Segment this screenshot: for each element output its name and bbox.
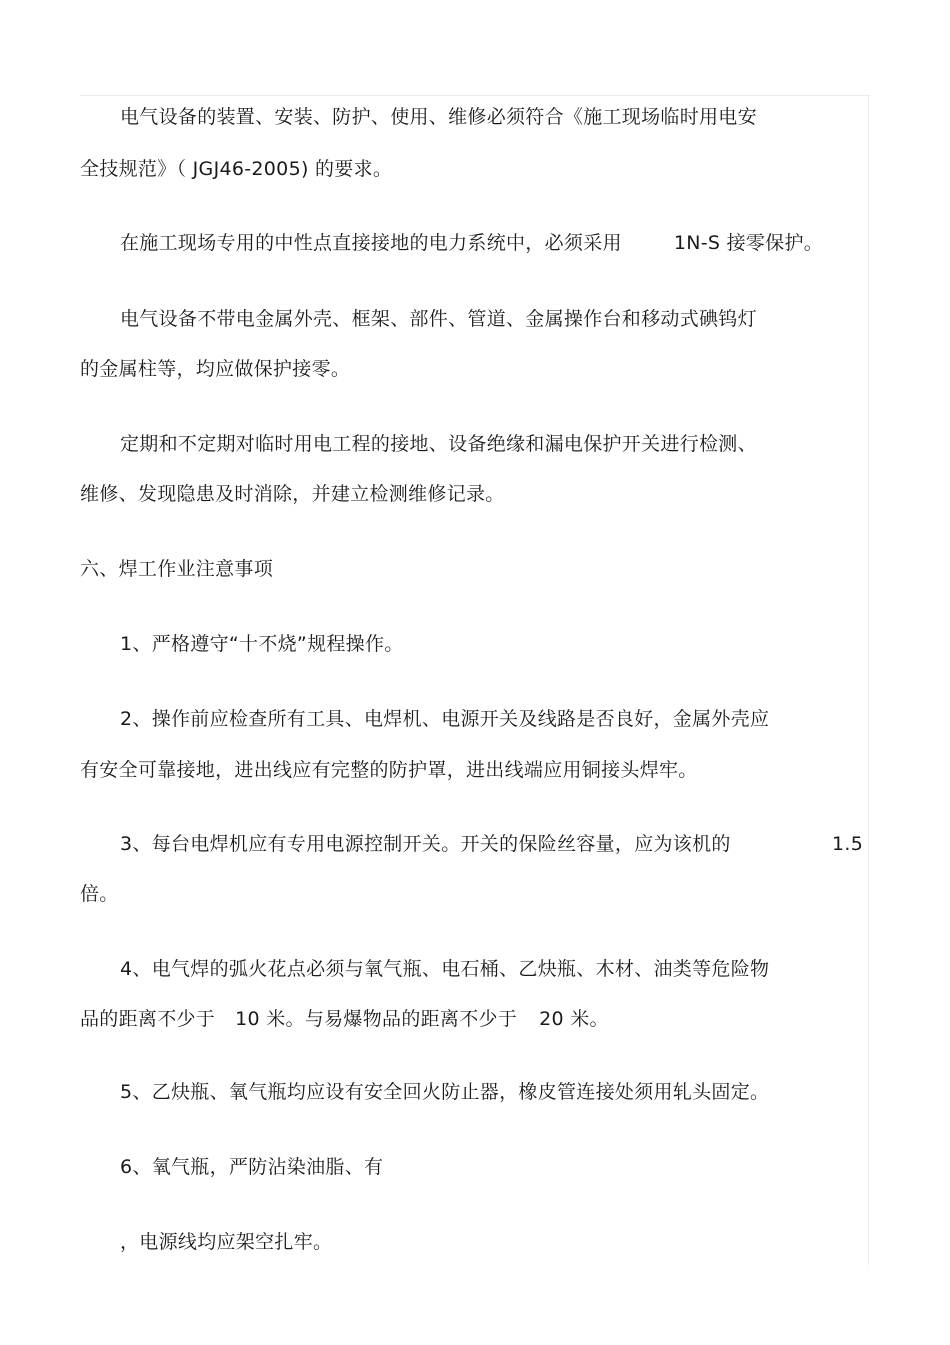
paragraph-3-line-1: 电气设备不带电金属外壳、框架、部件、管道、金属操作台和移动式碘钨灯: [120, 308, 757, 330]
page-frame-right-border: [868, 95, 869, 1265]
paragraph-4-line-1: 定期和不定期对临时用电工程的接地、设备绝缘和漏电保护开关进行检测、: [120, 433, 757, 455]
item-3-line-1: 3、每台电焊机应有专用电源控制开关。开关的保险丝容量，应为该机的: [120, 833, 731, 855]
item-3-multiplier: 1.5: [832, 833, 864, 855]
paragraph-2-standard: 1N-S 接零保护。: [673, 232, 824, 254]
item-4-line-1: 4、电气焊的弧火花点必须与氧气瓶、电石桶、乙炔瓶、木材、油类等危险物: [120, 958, 770, 980]
item-2-line-1: 2、操作前应检查所有工具、电焊机、电源开关及线路是否良好，金属外壳应: [120, 708, 770, 730]
item-6: 6、氧气瓶，严防沾染油脂、有: [120, 1156, 384, 1178]
paragraph-2-line-1: [120, 229, 823, 257]
paragraph-2-text: 在施工现场专用的中性点直接接地的电力系统中，必须采用: [120, 232, 622, 254]
item-2-line-2: 有安全可靠接地，进出线应有完整的防护罩，进出线端应用铜接头焊牢。: [80, 759, 698, 781]
item-4-text-a: 品的距离不少于: [80, 1008, 216, 1030]
paragraph-1-line-1: 电气设备的装置、安装、防护、使用、维修必须符合《施工现场临时用电安: [120, 106, 757, 128]
item-4-line-2: [80, 1005, 609, 1033]
page-frame-top-border: [80, 95, 870, 96]
item-5: 5、乙炔瓶、氧气瓶均应设有安全回火防止器，橡皮管连接处须用轧头固定。: [120, 1081, 770, 1103]
item-4-text-b: 10 米。与易爆物品的距离不少于: [235, 1008, 518, 1030]
item-3-line-2: 倍。: [80, 883, 119, 905]
item-1: 1、严格遵守“十不烧”规程操作。: [120, 633, 404, 655]
paragraph-1-line-2: 全技规范》（ JGJ46-2005) 的要求。: [80, 158, 393, 180]
trailing-line: ，电源线均应架空扎牢。: [120, 1231, 333, 1253]
item-4-text-c: 20 米。: [539, 1008, 609, 1030]
paragraph-3-line-2: 的金属柱等，均应做保护接零。: [80, 358, 351, 380]
section-heading: 六、焊工作业注意事项: [80, 558, 274, 580]
paragraph-4-line-2: 维修、发现隐患及时消除，并建立检测维修记录。: [80, 483, 505, 505]
